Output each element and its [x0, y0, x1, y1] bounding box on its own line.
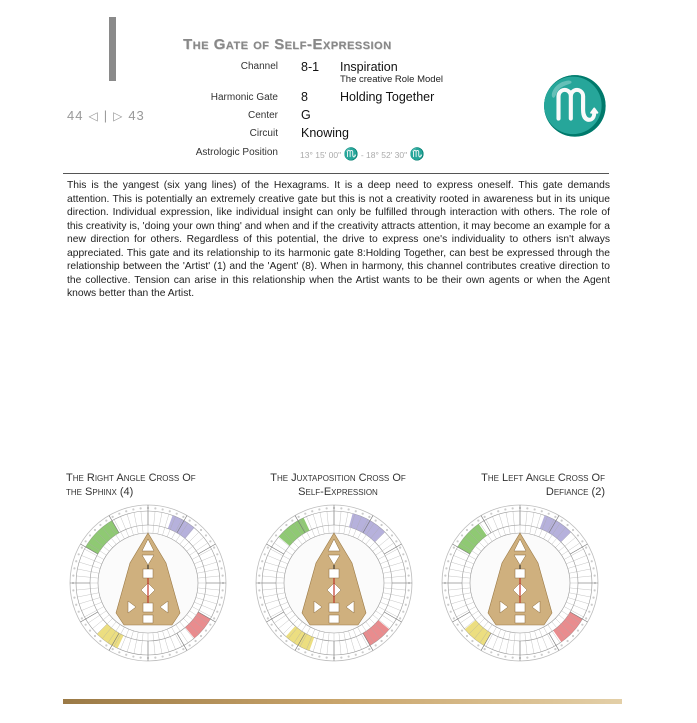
hexagram-line-icon — [109, 17, 116, 81]
next-gate-link[interactable]: 43 — [128, 108, 145, 123]
footer-rule — [63, 699, 622, 704]
scorpio-small-icon: ♏ — [343, 147, 359, 161]
cross-title-line: The Left Angle Cross Of — [481, 472, 605, 484]
bodygraph-wheel-sphinx — [68, 503, 228, 663]
cross-title-juxtaposition — [258, 471, 418, 499]
separator-icon: | — [103, 108, 109, 123]
astro-end: - 18° 52' 30" — [358, 150, 408, 160]
next-arrow-icon[interactable]: ▷ — [113, 108, 124, 123]
cross-title-left-angle — [445, 471, 605, 499]
circuit-value: Knowing — [301, 126, 349, 140]
scorpio-small-icon-2: ♏ — [409, 147, 425, 161]
description-text: This is the yangest (six yang lines) of the Hexagrams. It is a deep need to express oneself. This gate demands attention. This is potentially an extremely creative gate but this is not a creativity rooted in awareness but in its unique direction. Individual expression, like individual insight can only be fulfilled through interaction with others. The role of this creativity is, 'doing your own thing' and when and if the creativity attracts attention, it may become an example for a new direction for others. Regardless of this potential, the drive to express one's individuality to others isn't always appreciated. This gate and its relationship to its harmonic gate 8:Holding Together, can best be expressed through the relationship between the 'Artist' (1) and the 'Agent' (8). When in harmony, this channel contributes creative direction to the collective. Tension can arise in this relationship when the Artist wants to be their own agents or when the Agent knows better than the Artist. — [67, 180, 610, 299]
scorpio-zodiac-icon: ♏ — [540, 73, 610, 139]
channel-label: Channel — [240, 61, 278, 72]
astrologic-position-value — [300, 147, 424, 161]
harmonic-gate-name: Holding Together — [340, 90, 435, 104]
prev-gate-link[interactable]: 44 — [67, 108, 84, 123]
bodygraph-wheel-self-expression — [254, 503, 414, 663]
astrologic-position-label: Astrologic Position — [195, 147, 278, 158]
cross-title-line: The Right Angle Cross Of — [66, 472, 196, 484]
cross-title-right-angle — [66, 471, 196, 499]
harmonic-gate-label: Harmonic Gate — [210, 92, 278, 103]
channel-subtitle: The creative Role Model — [340, 74, 443, 85]
page-title: The Gate of Self-Expression — [183, 36, 392, 53]
center-value: G — [301, 108, 311, 122]
center-label: Center — [247, 110, 278, 121]
cross-title-line: The Juxtaposition Cross Of — [270, 472, 406, 484]
prev-arrow-icon[interactable]: ◁ — [88, 108, 99, 123]
cross-title-line: the Sphinx (4) — [66, 486, 134, 498]
cross-title-line: Self-Expression — [298, 486, 378, 498]
channel-value: 8-1 — [301, 60, 320, 74]
divider — [63, 173, 609, 174]
cross-title-line: Defiance (2) — [545, 486, 605, 498]
bodygraph-wheel-defiance — [440, 503, 600, 663]
circuit-label: Circuit — [249, 128, 278, 139]
harmonic-gate-value: 8 — [301, 90, 308, 104]
astro-start: 13° 15' 00" — [300, 150, 342, 160]
channel-name: Inspiration — [340, 60, 398, 74]
